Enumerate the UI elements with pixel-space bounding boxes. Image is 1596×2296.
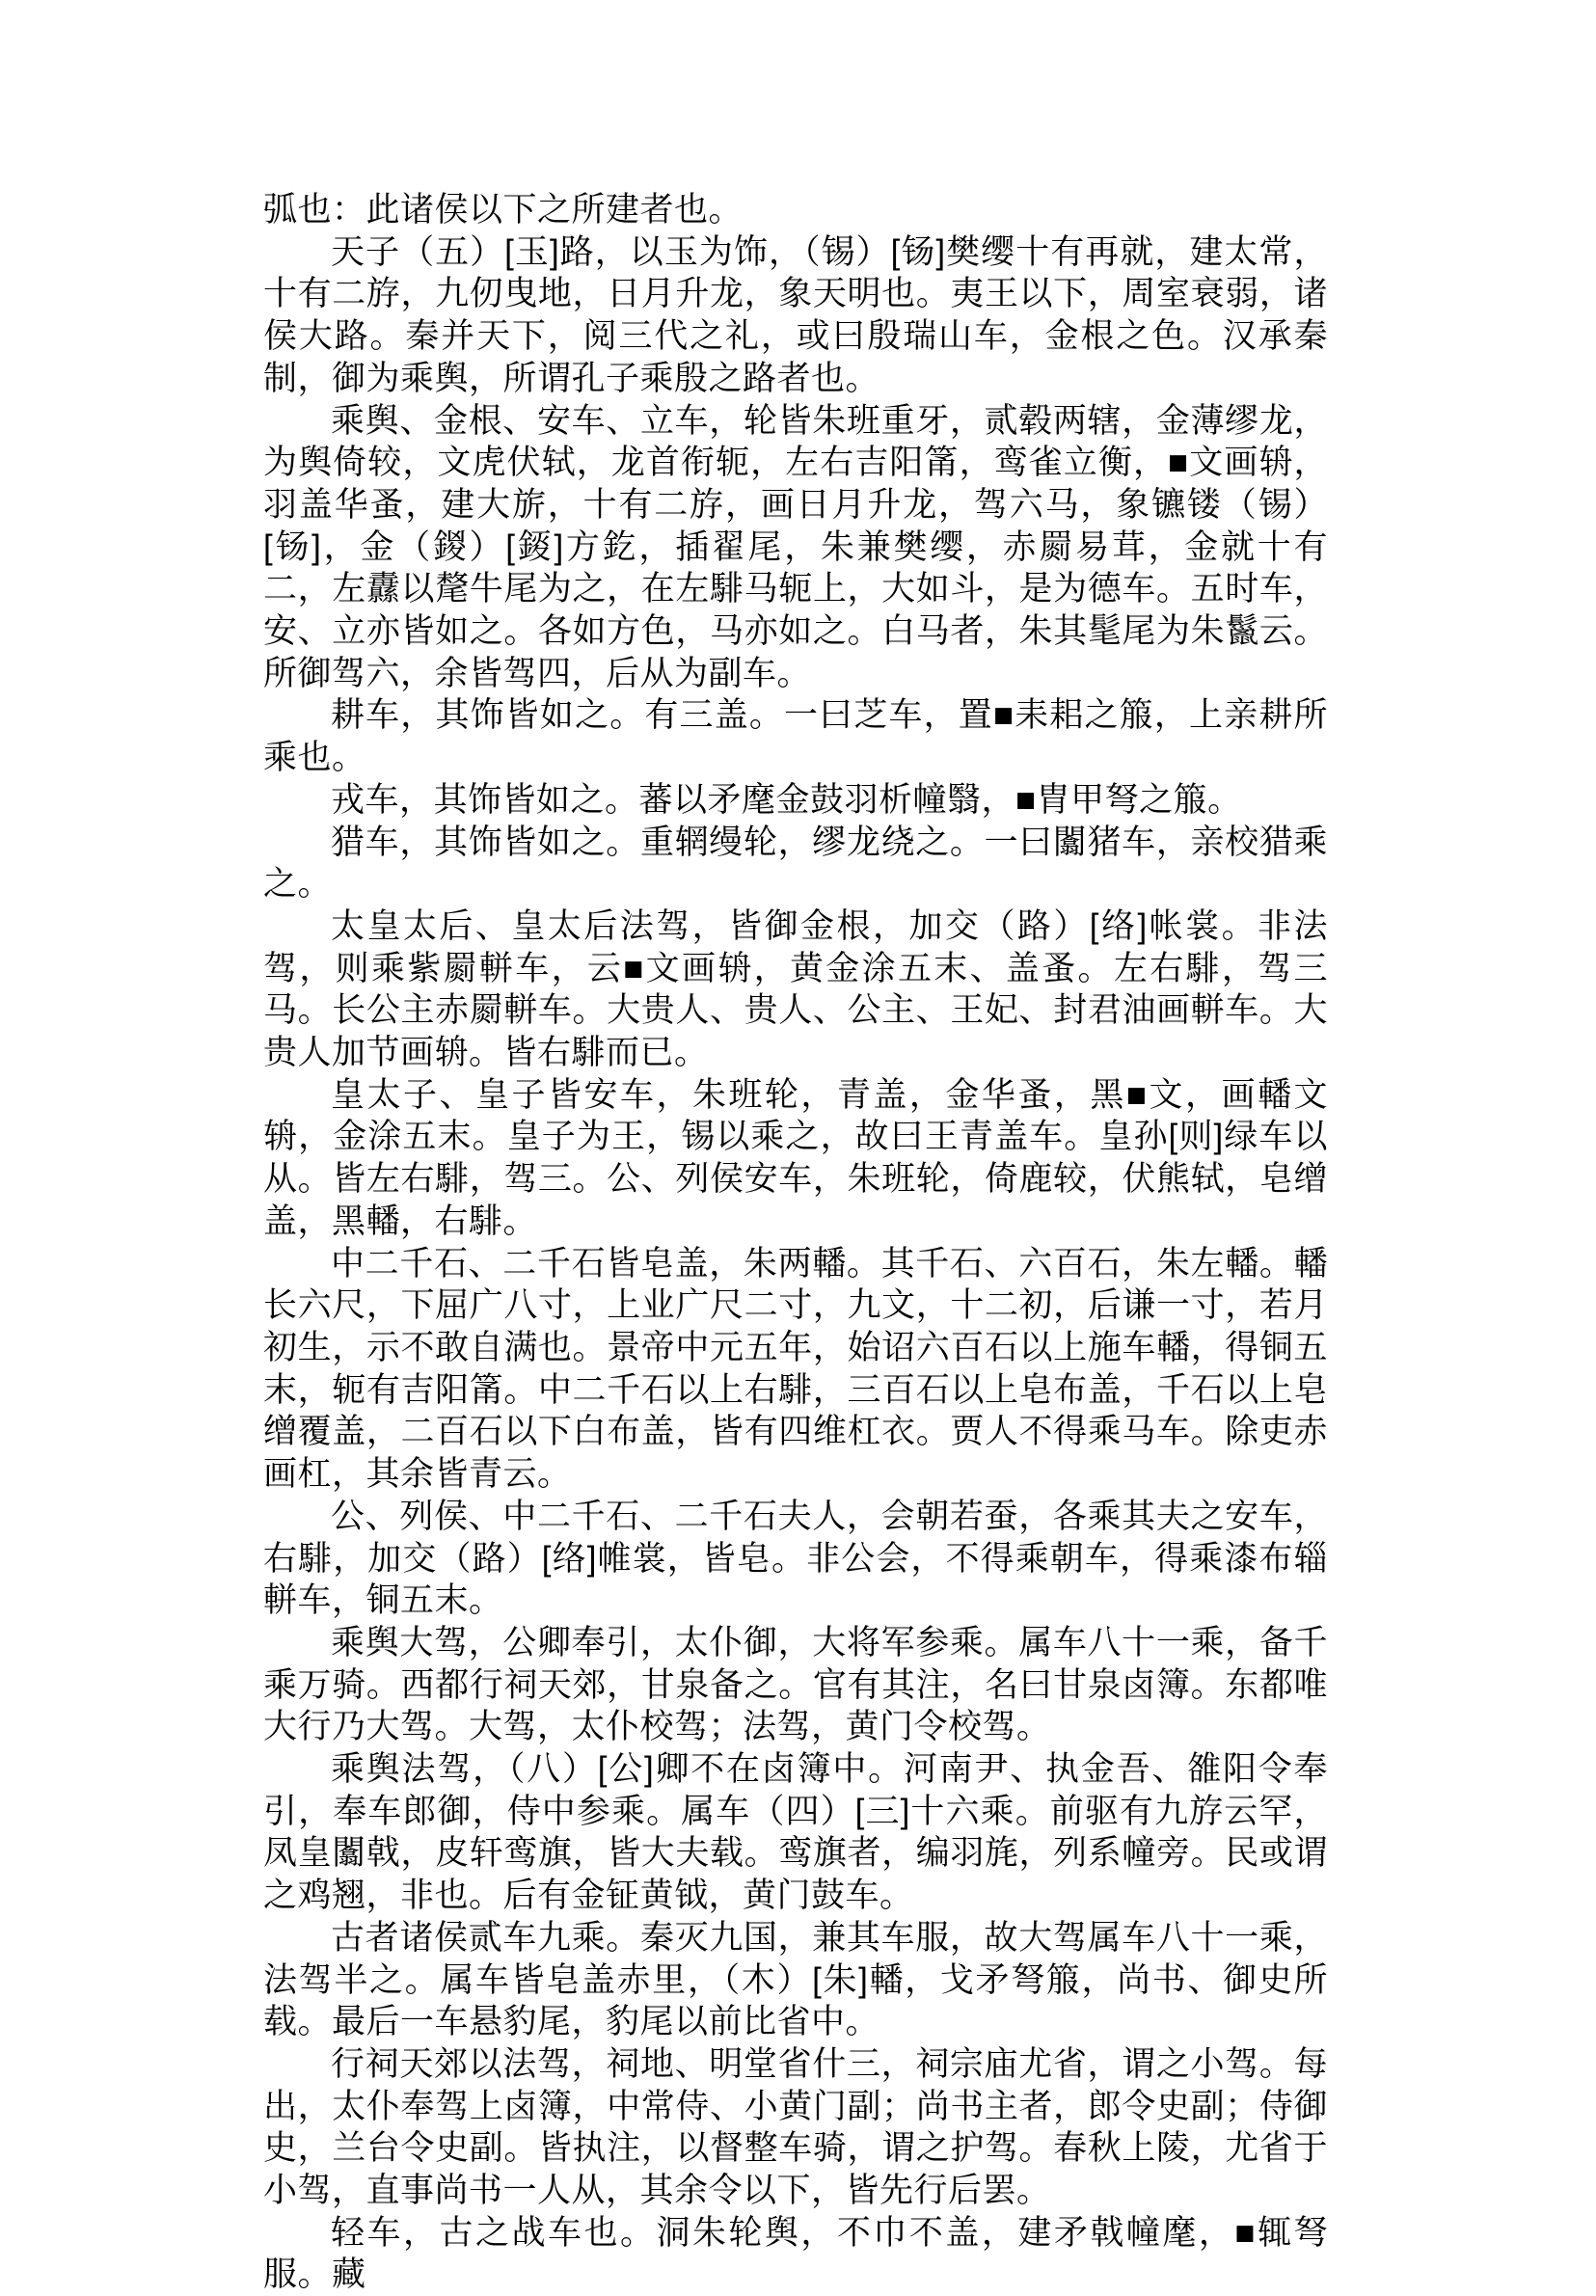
paragraph: 公、列侯、中二千石、二千石夫人，会朝若蚕，各乘其夫之安车，右騑，加交（路）[络]帷裳，皆皂。非公会，不得乘朝车，得乘漆布辎軿车，铜五末。: [263, 1497, 1328, 1620]
paragraph: 乘舆、金根、安车、立车，轮皆朱班重牙，贰毂两辖，金薄缪龙，为舆倚较，文虎伏轼，龙首衔轭，左右吉阳筩，鸾雀立衡，■文画辀，羽盖华蚤，建大旂，十有二斿，画日月升龙，驾六马，象镳镂（锡）[钖]，金（鍐）[錽]方釳，插翟尾，朱兼樊缨，赤罽易茸，金就十有二，左纛以氂牛尾为之，在左騑马轭上，大如斗，是为德车。五时车，安、立亦皆如之。各如方色，马亦如之。白马者，朱其髦尾为朱鬣云。所御驾六，余皆驾四，后从为副车。: [263, 401, 1328, 692]
paragraph: 戎车，其饰皆如之。蕃以矛麾金鼓羽析幢翳，■胄甲弩之箙。: [331, 780, 1242, 819]
paragraph: 太皇太后、皇太后法驾，皆御金根，加交（路）[络]帐裳。非法驾，则乘紫罽軿车，云■文画辀，黄金涂五末、盖蚤。左右騑，驾三马。长公主赤罽軿车。大贵人、贵人、公主、王妃、封君油画軿车。大贵人加节画辀。皆右騑而已。: [263, 906, 1328, 1072]
paragraph: 古者诸侯贰车九乘。秦灭九国，兼其车服，故大驾属车八十一乘，法驾半之。属车皆皂盖赤里，（木）[朱]轓，戈矛弩箙，尚书、御史所载。最后一车悬豹尾，豹尾以前比省中。: [263, 1918, 1328, 2041]
paragraph: 乘舆大驾，公卿奉引，太仆御，大将军参乘。属车八十一乘，备千乘万骑。西都行祠天郊，甘泉备之。官有其注，名曰甘泉卤簿。东都唯大行乃大驾。大驾，太仆校驾；法驾，黄门令校驾。: [263, 1623, 1328, 1746]
paragraph: 天子（五）[玉]路，以玉为饰，（锡）[钖]樊缨十有再就，建太常，十有二斿，九仞曳地，日月升龙，象天明也。夷王以下，周室衰弱，诸侯大路。秦并天下，阅三代之礼，或曰殷瑞山车，金根之色。汉承秦制，御为乘舆，所谓孔子乘殷之路者也。: [263, 232, 1328, 397]
paragraph: 猎车，其饰皆如之。重辋缦轮，缪龙绕之。一曰闟猪车，亲校猎乘之。: [263, 823, 1328, 904]
paragraph: 乘舆法驾，（八）[公]卿不在卤簿中。河南尹、执金吾、雒阳令奉引，奉车郎御，侍中参乘。属车（四）[三]十六乘。前驱有九斿云罕，凤皇闟戟，皮轩鸾旗，皆大夫载。鸾旗者，编羽旄，列系幢旁。民或谓之鸡翘，非也。后有金钲黄钺，黄门鼓车。: [263, 1750, 1328, 1915]
paragraph: 轻车，古之战车也。洞朱轮舆，不巾不盖，建矛戟幢麾，■辄弩服。藏: [263, 2213, 1328, 2294]
document-body: [263, 189, 1328, 2296]
paragraph: 中二千石、二千石皆皂盖，朱两轓。其千石、六百石，朱左轓。轓长六尺，下屈广八寸，上业广尺二寸，九文，十二初，后谦一寸，若月初生，示不敢自满也。景帝中元五年，始诏六百石以上施车轓，得铜五末，轭有吉阳筩。中二千石以上右騑，三百石以上皂布盖，千石以上皂缯覆盖，二百石以下白布盖，皆有四维杠衣。贾人不得乘马车。除吏赤画杠，其余皆青云。: [263, 1244, 1328, 1494]
paragraph: 耕车，其饰皆如之。有三盖。一曰芝车，置■耒耜之箙，上亲耕所乘也。: [263, 696, 1328, 777]
paragraph: 皇太子、皇子皆安车，朱班轮，青盖，金华蚤，黑■文，画轓文辀，金涂五末。皇子为王，锡以乘之，故曰王青盖车。皇孙[则]绿车以从。皆左右騑，驾三。公、列侯安车，朱班轮，倚鹿较，伏熊轼，皂缯盖，黑轓，右騑。: [263, 1075, 1328, 1240]
paragraph: 行祠天郊以法驾，祠地、明堂省什三，祠宗庙尤省，谓之小驾。每出，太仆奉驾上卤簿，中常侍、小黄门副；尚书主者，郎令史副；侍御史，兰台令史副。皆执注，以督整车骑，谓之护驾。春秋上陵，尤省于小驾，直事尚书一人从，其余令以下，皆先行后罢。: [263, 2044, 1328, 2210]
paragraph: 弧也：此诸侯以下之所建者也。: [263, 191, 744, 229]
